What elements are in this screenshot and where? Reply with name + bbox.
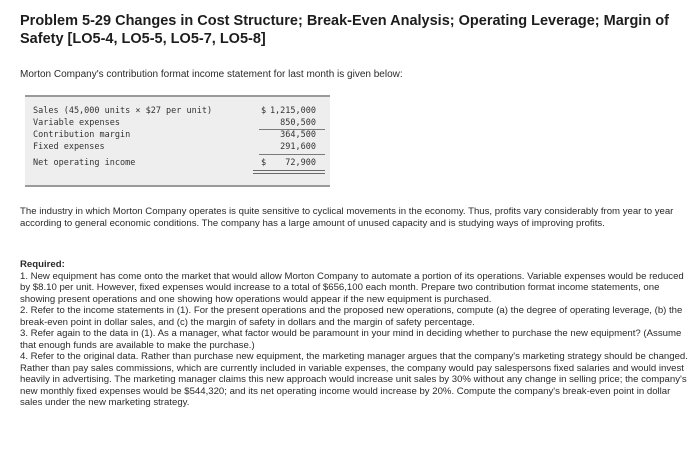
requirement-3: 3. Refer again to the data in (1). As a manager, what factor would be paramount in your mind in deciding whether to purchase the new equipment? (Assume that enough funds are available to make the purchase.) [20, 328, 682, 351]
row-amount: 291,600 [280, 142, 316, 152]
requirement-4: 4. Refer to the original data. Rather than purchase new equipment, the marketing manager argues that the company's marketing strategy should be changed. Rather than pay sales commissions, which are currently included in variable expenses, the company would pay salespersons fixed salaries and would invest heavily in advertising. The marketing manager claims this new approach would increase unit sales by 30% without any change in selling price; the company's new monthly fixed expenses would be $544,320; and its net operating income would increase by 20%. Compute the company's break-even point in dollar sales under the new marketing strategy. [20, 351, 688, 408]
required-section [20, 259, 690, 409]
requirement-2: 2. Refer to the income statements in (1). For the present operations and the proposed new operations, compute (a) the degree of operating leverage, (b) the break-even point in dollar sales, and (c) the margin of safety in dollars and the margin of safety percentage. [20, 305, 683, 328]
requirement-1: 1. New equipment has come onto the market that would allow Morton Company to automate a portion of its operations. Variable expenses would be reduced by $8.10 per unit. However, fixed expenses would increase to a total of $656,100 each month. Prepare two contribution format income statements, one showing present operations and one showing how operations would appear if the new equipment is purchased. [20, 270, 684, 305]
statement-row-variable-expenses [33, 117, 330, 129]
problem-title: Problem 5-29 Changes in Cost Structure; Break-Even Analysis; Operating Leverage; Margin of Safety [LO5-4, LO5-5, LO5-7, LO5-8] [20, 13, 669, 47]
intro-text: Morton Company's contribution format income statement for last month is given below: [20, 69, 403, 80]
row-label: Fixed expenses [33, 142, 105, 152]
row-amount: 1,215,000 [269, 106, 316, 116]
statement-row-contribution-margin [33, 129, 330, 141]
row-amount: 850,500 [280, 118, 316, 128]
row-label: Net operating income [33, 158, 136, 168]
row-label: Variable expenses [33, 118, 120, 128]
row-amount: 72,900 [285, 158, 316, 168]
statement-row-net-operating-income [33, 157, 330, 169]
total-double-rule [253, 170, 325, 174]
required-heading: Required: [20, 259, 65, 270]
row-label: Sales (45,000 units × $27 per unit) [33, 106, 213, 116]
statement-row-fixed-expenses [33, 141, 330, 153]
statement-row-sales [33, 105, 330, 117]
row-amount: 364,500 [280, 130, 316, 140]
subtotal-rule [259, 154, 325, 155]
row-label: Contribution margin [33, 130, 131, 140]
dollar-sign: $ [261, 158, 267, 168]
context-paragraph: The industry in which Morton Company operates is quite sensitive to cyclical movements in the economy. Thus, profits vary considerably from year to year according to general economic conditions. The company has a large amount of unused capacity and is studying ways of improving profits. [20, 206, 674, 229]
dollar-sign: $ [261, 106, 267, 116]
income-statement [25, 95, 330, 187]
